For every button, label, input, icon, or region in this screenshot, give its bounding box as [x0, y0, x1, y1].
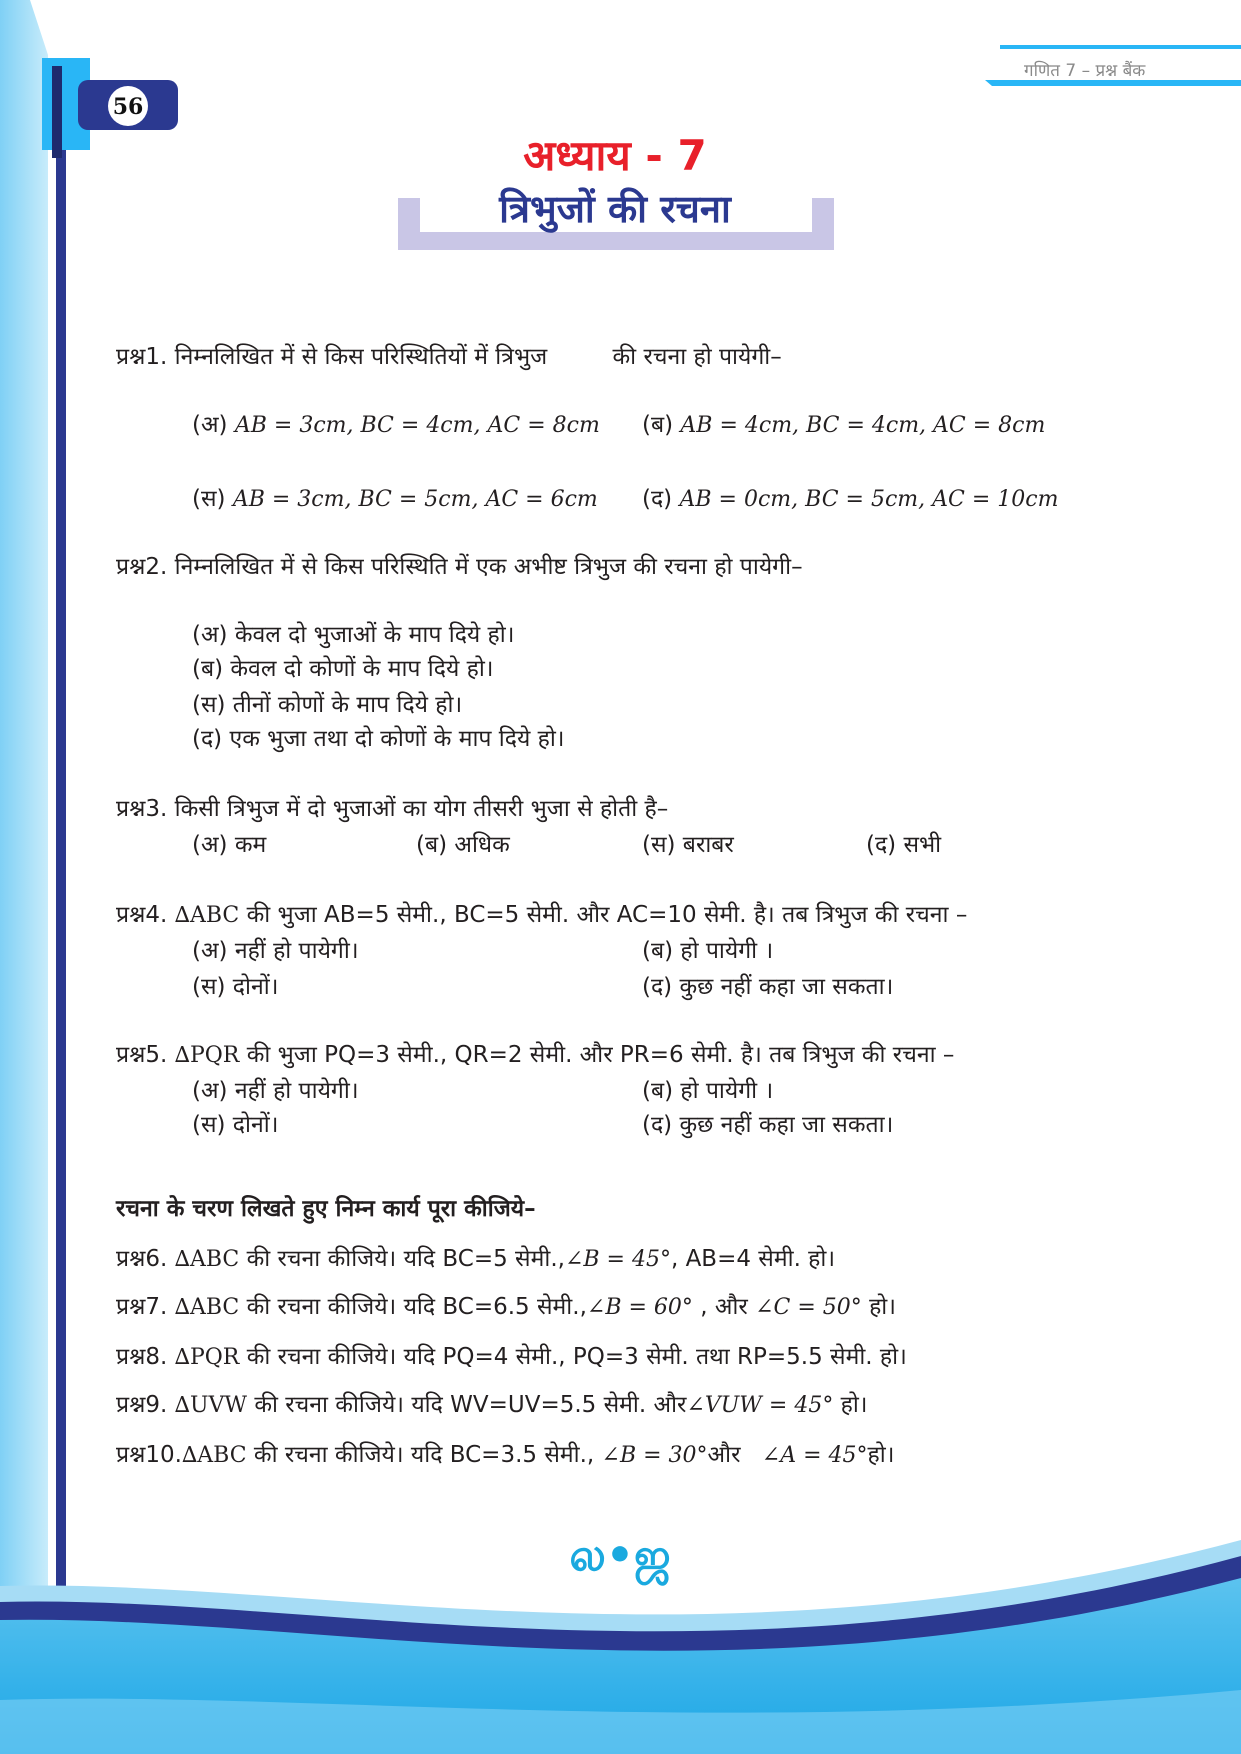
page-number: 56: [112, 94, 144, 120]
question-text: की भुजा AB=5 सेमी., BC=5 सेमी. और AC=10 सेमी. है। तब त्रिभुज की रचना –: [246, 902, 968, 928]
question-text: किसी त्रिभुज में दो भुजाओं का योग तीसरी भुजा से होती है–: [174, 796, 669, 822]
option: (ब) केवल दो कोणों के माप दिये हो।: [192, 656, 494, 682]
question-label: प्रश्न5.: [116, 1042, 168, 1068]
ornament: ல•ஜ: [569, 1530, 671, 1581]
triangle-symbol: ∆ABC: [174, 903, 240, 928]
left-rule: [56, 60, 66, 1650]
option-math: AB = 3cm, BC = 4cm, AC = 8cm: [234, 413, 600, 438]
question-text: , और: [700, 1294, 748, 1320]
question-9: [116, 1394, 868, 1417]
triangle-symbol: ∆PQR: [174, 1345, 240, 1370]
question-text: हो।: [869, 1294, 896, 1320]
option: (अ) कम: [192, 832, 267, 858]
question-text: हो।: [867, 1442, 895, 1468]
angle-math: ∠B = 45°: [564, 1247, 671, 1272]
option: (स) बराबर: [642, 832, 734, 858]
question-4: [116, 904, 967, 927]
question-8: [116, 1346, 907, 1369]
chapter-title: त्रिभुजों की रचना: [499, 187, 731, 231]
option: (स) दोनों।: [192, 1112, 279, 1138]
option: (स) दोनों।: [192, 974, 279, 1000]
option: (अ) नहीं हो पायेगी।: [192, 938, 359, 964]
question-text: की रचना कीजिये। यदि WV=UV=5.5 सेमी. और: [254, 1392, 687, 1418]
option-key: (ब): [642, 412, 674, 438]
option: (अ) नहीं हो पायेगी।: [192, 1078, 359, 1104]
question-label: प्रश्न6.: [116, 1246, 168, 1272]
question-label: प्रश्न4.: [116, 902, 168, 928]
option: [642, 488, 1058, 511]
question-label: प्रश्न9.: [116, 1392, 168, 1418]
question-text: की रचना कीजिये। यदि BC=6.5 सेमी.,: [246, 1294, 587, 1320]
triangle-symbol: ∆ABC: [174, 1247, 240, 1272]
question-1: [116, 346, 782, 369]
option-math: AB = 3cm, BC = 5cm, AC = 6cm: [232, 487, 598, 512]
triangle-symbol: ∆ABC: [174, 1295, 240, 1320]
running-head: गणित 7 – प्रश्न बैंक: [1024, 61, 1146, 81]
option-key: (द): [642, 486, 673, 512]
chapter-number: अध्याय - 7: [523, 131, 707, 180]
section-heading: रचना के चरण लिखते हुए निम्न कार्य पूरा कीजिये–: [116, 1196, 536, 1222]
option-key: (स): [192, 486, 226, 512]
question-2: [116, 556, 803, 579]
option: (द) एक भुजा तथा दो कोणों के माप दिये हो।: [192, 726, 565, 752]
option: (ब) अधिक: [416, 832, 510, 858]
option: (द) कुछ नहीं कहा जा सकता।: [642, 974, 894, 1000]
header-line-top: [1000, 45, 1241, 49]
question-text: निम्नलिखित में से किस परिस्थितियों में त्रिभुज: [174, 344, 548, 370]
question-text: की रचना कीजिये। यदि BC=3.5 सेमी.,: [253, 1442, 595, 1468]
option-math: AB = 0cm, BC = 5cm, AC = 10cm: [679, 487, 1059, 512]
option: (ब) हो पायेगी ।: [642, 1078, 774, 1104]
question-3: [116, 798, 668, 821]
triangle-symbol: ∆PQR: [174, 1043, 240, 1068]
question-text: हो।: [840, 1392, 868, 1418]
question-label: प्रश्न7.: [116, 1294, 168, 1320]
left-band: [0, 0, 48, 1754]
question-label: प्रश्न3.: [116, 796, 168, 822]
option-key: (अ): [192, 412, 228, 438]
question-5: [116, 1044, 954, 1067]
question-text-end: की रचना हो पायेगी–: [612, 344, 782, 370]
question-text: , AB=4 सेमी. हो।: [670, 1246, 836, 1272]
question-text: की भुजा PQ=3 सेमी., QR=2 सेमी. और PR=6 सेमी. है। तब त्रिभुज की रचना –: [246, 1042, 955, 1068]
option: (अ) केवल दो भुजाओं के माप दिये हो।: [192, 622, 515, 648]
question-text: की रचना कीजिये। यदि BC=5 सेमी.,: [246, 1246, 565, 1272]
triangle-symbol: ∆UVW: [174, 1393, 248, 1418]
angle-math: ∠B = 30°: [601, 1443, 708, 1468]
option: [192, 414, 600, 437]
option-math: AB = 4cm, BC = 4cm, AC = 8cm: [680, 413, 1046, 438]
angle-math: ∠B = 60°: [586, 1295, 693, 1320]
question-text: और: [707, 1442, 741, 1468]
question-label: प्रश्न1.: [116, 344, 168, 370]
tab-shadow: [52, 66, 62, 158]
option: (द) सभी: [866, 832, 942, 858]
option: [192, 488, 598, 511]
question-text: की रचना कीजिये। यदि PQ=4 सेमी., PQ=3 सेमी. तथा RP=5.5 सेमी. हो।: [246, 1344, 907, 1370]
question-label: प्रश्न8.: [116, 1344, 168, 1370]
question-label: प्रश्न2.: [116, 554, 168, 580]
option: (द) कुछ नहीं कहा जा सकता।: [642, 1112, 894, 1138]
question-text: निम्नलिखित में से किस परिस्थिति में एक अभीष्ट त्रिभुज की रचना हो पायेगी–: [174, 554, 803, 580]
question-6: [116, 1248, 835, 1271]
triangle-symbol: ∆ABC: [181, 1443, 247, 1468]
question-7: [116, 1296, 896, 1319]
angle-math: ∠VUW = 45°: [686, 1393, 834, 1418]
option: (स) तीनों कोणों के माप दिये हो।: [192, 692, 463, 718]
question-10: [116, 1444, 894, 1467]
option: (ब) हो पायेगी ।: [642, 938, 774, 964]
option: [642, 414, 1045, 437]
angle-math: ∠C = 50°: [755, 1295, 862, 1320]
question-label: प्रश्न10.: [116, 1442, 182, 1468]
angle-math: ∠A = 45°: [761, 1443, 868, 1468]
